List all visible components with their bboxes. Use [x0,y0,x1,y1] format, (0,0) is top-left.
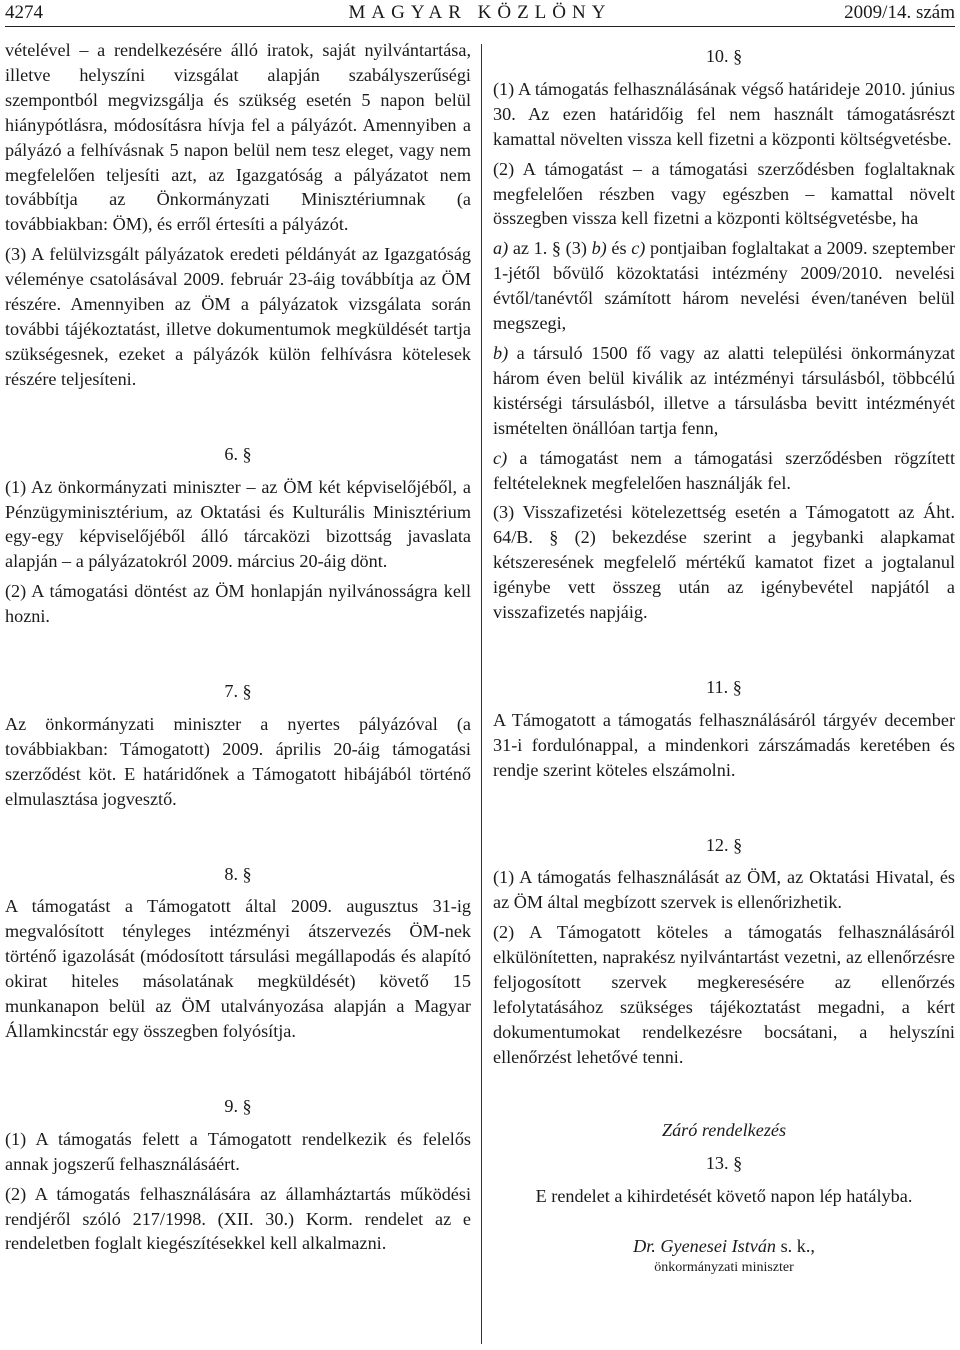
paragraph-8: A támogatást a Támogatott által 2009. augusztus 31-ig megvalósított tényleges intézményi átszervezés ÖM-nek történő igazolását (módosított társulási megállapodás és alapító okirat hiteles másolatának megküldését) követő 15 munkanapon belül az ÖM utalványozása alapján a Magyar Államkincstár egy összegben folyósítja. [5,896,471,1041]
header-rule [5,26,955,27]
issue-number: 2009/14. szám [844,2,955,23]
paragraph-9-1: (1) A támogatás felett a Támogatott rendelkezik és felelős annak jogszerű felhasználásáért. [5,1128,471,1174]
paragraph-10-1: (1) A támogatás felhasználásának végső határideje 2010. június 30. Az ezen határidőig fel nem használt támogatásrészt kamattal növelten vissza kell fizetni a központi költségvetésbe. [493,78,955,149]
paragraph-10-3: (3) Visszafizetési kötelezettség esetén a Támogatott az Áht. 64/B. § (2) bekezdése szerint a jegybanki alapkamat kétszeresének megfelelő mértékű kamatot fizet a jogtalanul igénybe vett összeg után az igénybevétel napjától a visszafizetés napjáig. [493,502,955,623]
paragraph-5-3: (3) A felülvizsgált pályázatok eredeti példányát az Igazgatóság véleménye csatolásával 2009. február 23-áig továbbítja az ÖM részére. Amennyiben az ÖM a pályázatok vizsgálata során további tájékoztatást, illetve dokumentumok megküldését tartja szükségesnek, ezeket a pályázók külön felhívásra kötelesek részére teljesíteni. [5,244,471,389]
signer-title: önkormányzati miniszter [654,1260,794,1276]
section-heading-10: 10. § [705,46,743,66]
paragraph-13: E rendelet a kihirdetését követő napon lép hatályba. [535,1185,913,1206]
paragraph-9-2: (2) A támogatás felhasználására az államháztartás működési rendjéről szóló 217/1998. (XII. 30.) Korm. rendelet az e rendeletben foglalt kiegészítésekkel kell alkalmazni. [5,1183,471,1254]
right-column [493,38,955,1277]
paragraph-7: Az önkormányzati miniszter a nyertes pályázóval (a továbbiakban: Támogatott) 2009. április 20-áig támogatási szerződést köt. E határidőnek a Támogatott hibájából történő elmulasztása jogvesztő. [5,713,471,809]
section-heading-11: 11. § [706,676,742,697]
journal-title: MAGYAR KÖZLÖNY [348,2,612,23]
paragraph-6-2: (2) A támogatási döntést az ÖM honlapján nyilvánosságra kell hozni. [5,581,471,627]
signature [493,1234,955,1259]
section-heading-8: 8. § [224,863,252,884]
paragraph-12-1: (1) A támogatás felhasználását az ÖM, az Oktatási Hivatal, és az ÖM által megbízott szervek is ellenőrizhetik. [493,867,955,913]
paragraph-6-1: (1) Az önkormányzati miniszter – az ÖM két képviselőjéből, a Pénzügyminisztérium, az Oktatási és Kulturális Minisztérium egy-egy képviselőjéből álló tárcaközi bizottság javaslata alapján – a pályázatokról 2009. március 20-áig dönt. [5,476,471,572]
point-b-label: b) [493,342,509,363]
section-heading-6: 6. § [224,443,252,464]
point-10-b: b) a társuló 1500 fő vagy az alatti települési önkormányzat három éven belül kiválik az intézményi társulásból, többcélú kistérségi társulásból, illetve a társulásba bevitt intézményét ismételten önállóan tartja fenn, [493,342,955,438]
section-heading-13: 13. § [705,1152,743,1173]
paragraph-intro: vételével – a rendelkezésére álló iratok, saját nyilvántartása, illetve helyszíni vizsgálat alapján szabályszerűségi szempontból megvizsgálja és szükség esetén 5 napon belül hiánypótlásra, módosításra hívja fel a pályázót. Amennyiben a pályázó a felhívásnak 5 napon belül nem tesz eleget, vagy nem megfelelően teljesíti azt, az Igazgatóság a pályázatot nem továbbítja az Önkormányzati Minisztériumnak (a továbbiakban: ÖM), és erről értesíti a pályázót. [5,40,471,235]
section-heading-9: 9. § [224,1095,252,1116]
closing-provisions-title: Záró rendelkezés [661,1119,787,1140]
left-column [5,38,471,1256]
section-heading-7: 7. § [224,681,252,702]
paragraph-12-2: (2) A Támogatott köteles a támogatás felhasználásáról elkülönítetten, naprakész nyilvántartást vezetni, az ellenőrzésre feljogosított szervek megkeresésére az ellenőrzés lefolytatásához szükséges tájékoztatást megadni, a kért dokumentumokat rendelkezésre bocsátani, a helyszíni ellenőrzést lehetővé tenni. [493,922,955,1067]
point-c-label: c) [493,447,508,468]
point-a-label: a) [493,238,509,259]
signer-suffix: s. k., [776,1236,815,1257]
signer-name: Dr. Gyenesei István [633,1236,777,1257]
section-heading-12: 12. § [705,834,743,855]
paragraph-10-2: (2) A támogatást – a támogatási szerződésben foglaltaknak megfelelően részben vagy egészben – kamattal növelt összegben vissza kell fizetni a központi költségvetésbe, ha [493,158,955,229]
column-divider [481,44,482,1344]
page-number: 4274 [5,2,43,23]
paragraph-11: A Támogatott a támogatás felhasználásáról tárgyév december 31-i fordulónappal, a mindenkori zárszámadás keretében és rendje szerint köteles elszámolni. [493,709,955,780]
point-10-c: c) a támogatást nem a támogatási szerződésben rögzített feltételeknek megfelelően használják fel. [493,447,955,493]
point-10-a: a) az 1. § (3) b) és c) pontjaiban foglaltakat a 2009. szeptember 1-jétől bővülő közoktatási intézmény 2009/2010. nevelési évtől/tanévtől számított három nevelési éven/tanéven belül megszegi, [493,238,955,334]
